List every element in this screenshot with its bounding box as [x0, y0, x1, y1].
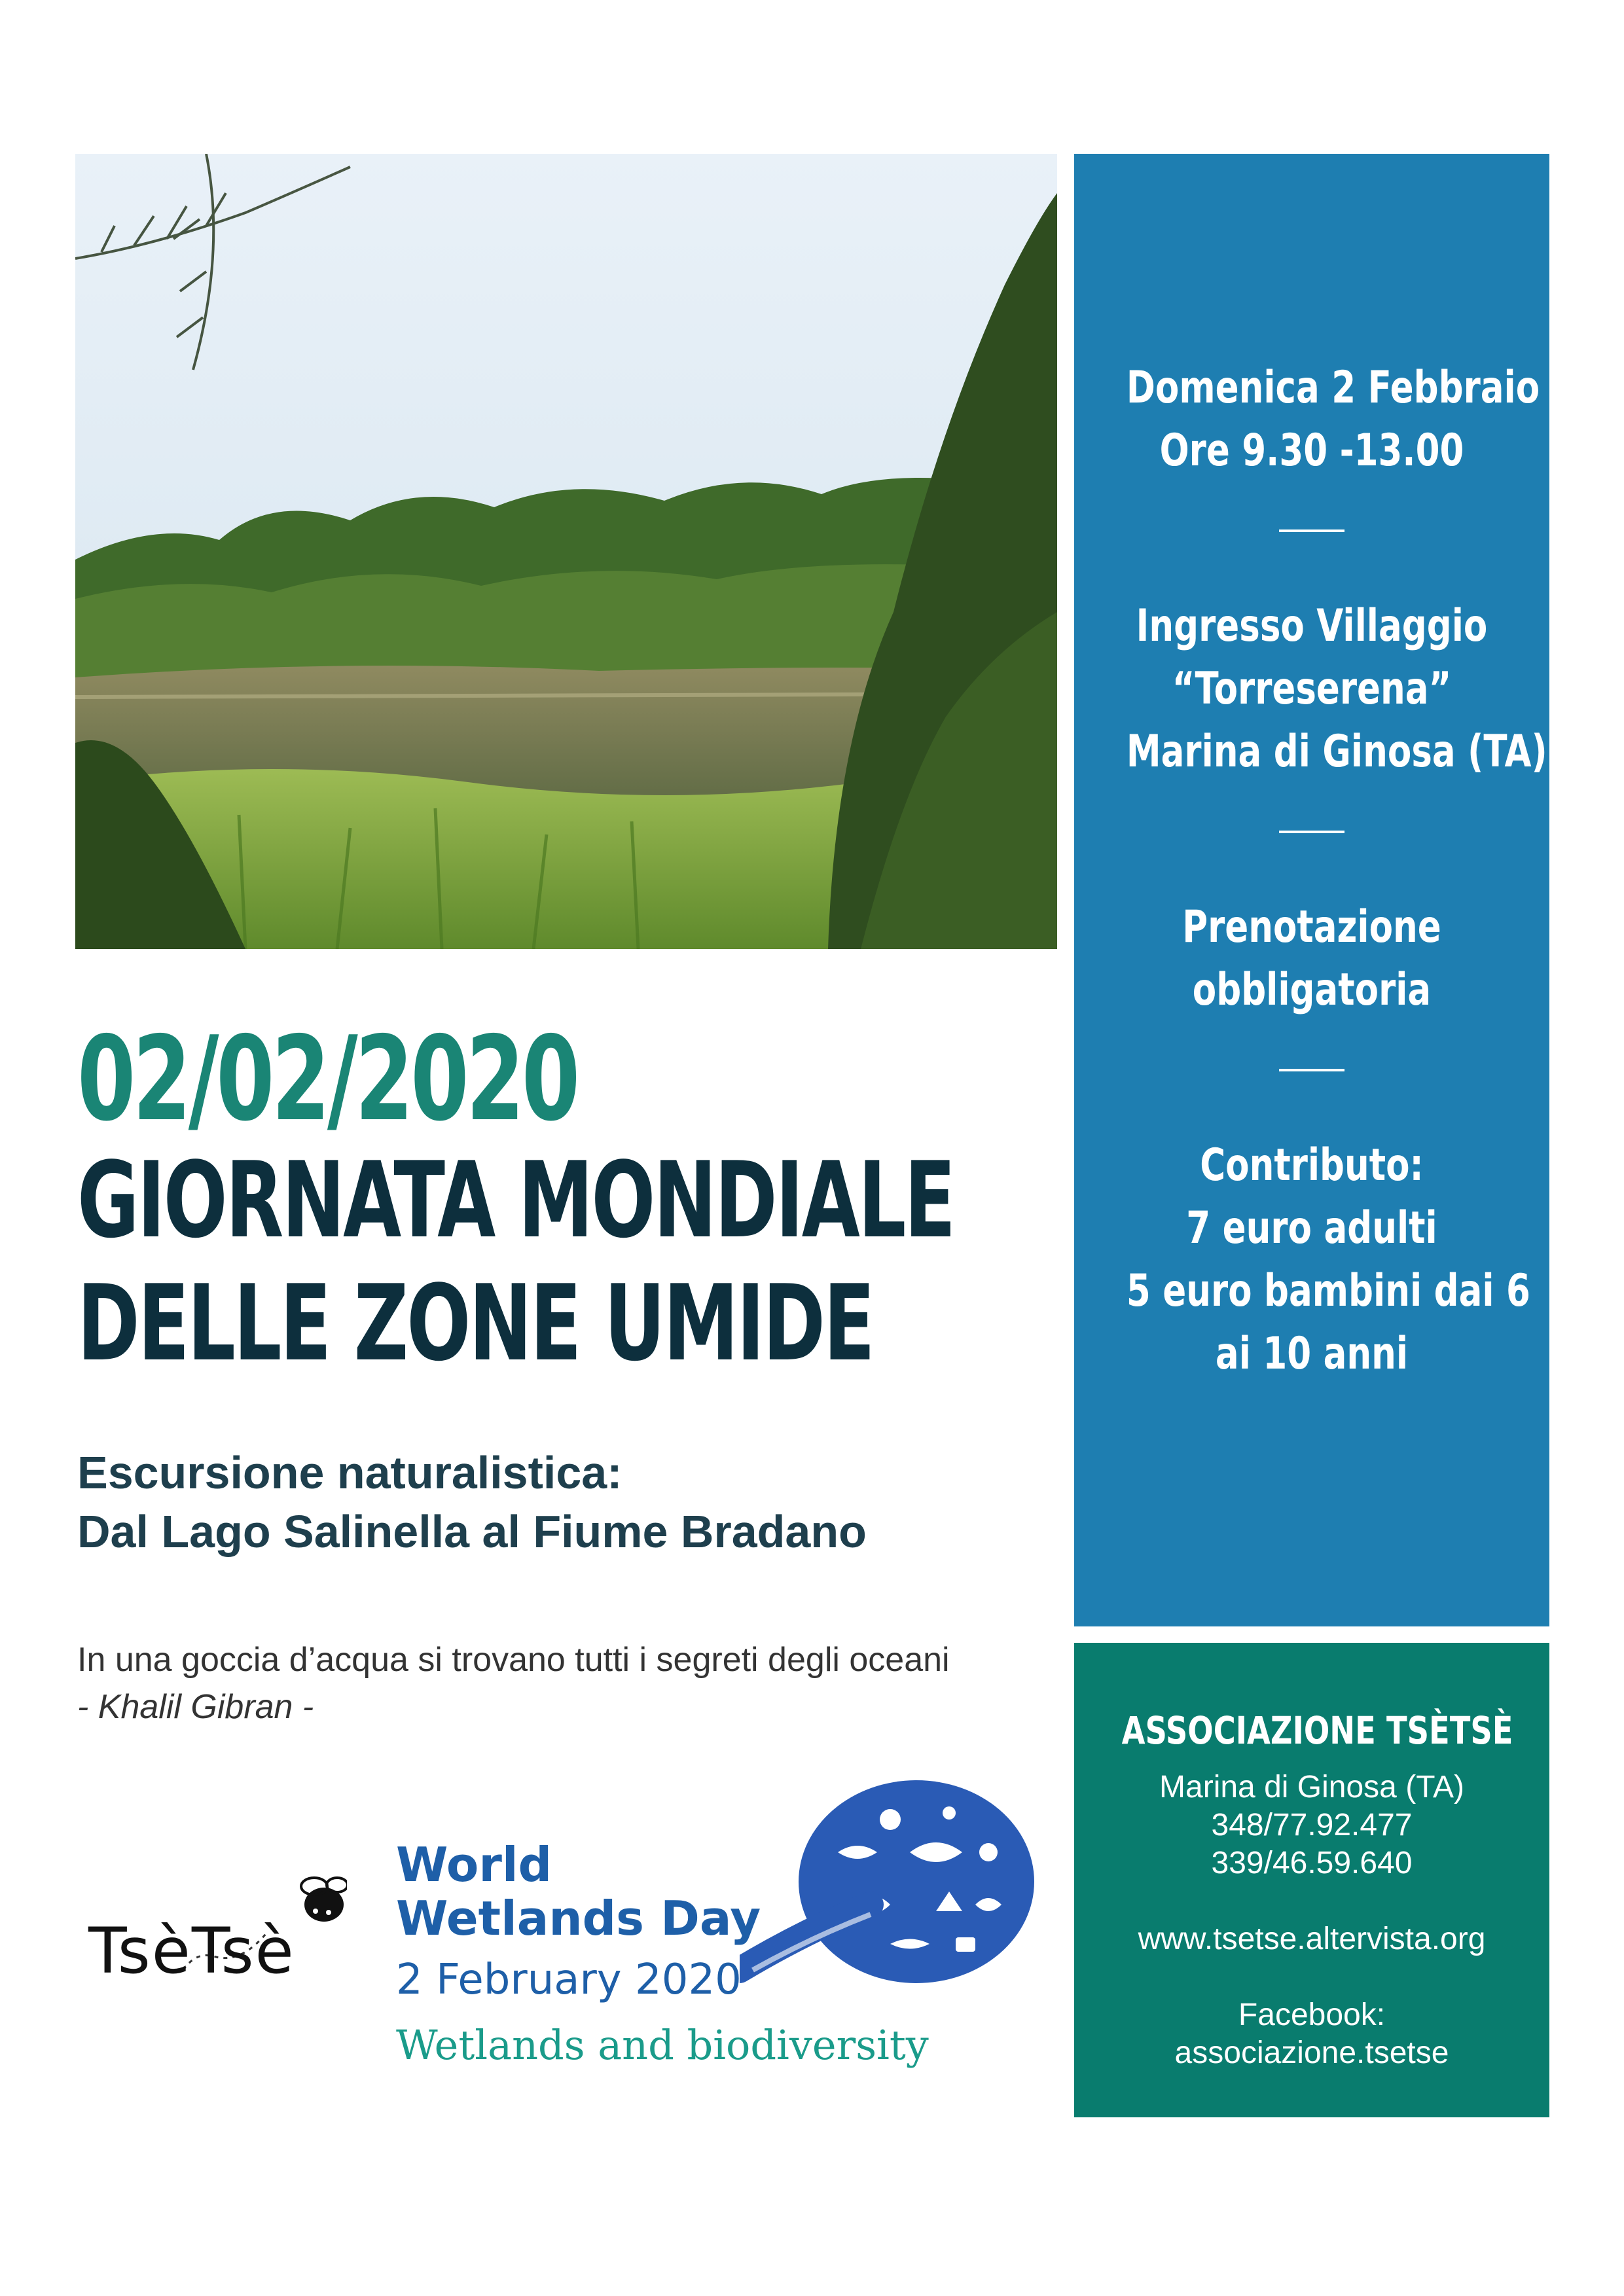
info-where-line-1: Ingresso Villaggio [1136, 600, 1488, 652]
info-cost-line-3: 5 euro bambini dai 6 [1126, 1265, 1530, 1317]
info-cost-line-1: Contributo: [1200, 1139, 1424, 1191]
event-title-line-1: GIORNATA MONDIALE [77, 1139, 954, 1261]
info-where [1126, 595, 1547, 783]
tsetse-logo-text: TsèTsè [88, 1914, 295, 1988]
association-website-link[interactable]: www.tsetse.altervista.org [1138, 1922, 1486, 1956]
lake-landscape-illustration [75, 154, 1057, 949]
info-booking-line-2: obbligatoria [1192, 964, 1432, 1016]
event-info-panel [1074, 154, 1549, 1626]
wwd-title-line-1: World [396, 1837, 552, 1892]
association-phone-2: 339/46.59.640 [1211, 1846, 1413, 1880]
event-title [77, 1139, 954, 1385]
association-phone-1: 348/77.92.477 [1211, 1808, 1413, 1842]
separator [1279, 529, 1344, 532]
info-booking-line-1: Prenotazione [1182, 901, 1441, 953]
info-cost [1126, 1134, 1530, 1386]
association-name: ASSOCIAZIONE TSÈTSÈ [1121, 1708, 1513, 1753]
association-facebook-label: Facebook: [1238, 1998, 1386, 2032]
wwd-logo-date: 2 February 2020 [396, 1956, 742, 2004]
info-cost-line-2: 7 euro adulti [1186, 1202, 1437, 1254]
info-when-time: Ore 9.30 -13.00 [1159, 425, 1464, 476]
event-subtitle [77, 1443, 867, 1561]
hero-photo [75, 154, 1057, 949]
event-title-line-2: DELLE ZONE UMIDE [77, 1262, 873, 1384]
association-location: Marina di Ginosa (TA) [1159, 1770, 1464, 1804]
quote-text: In una goccia d’acqua si trovano tutti i segreti degli oceani [77, 1641, 950, 1679]
quote [77, 1636, 950, 1731]
wwd-logo-theme: Wetlands and biodiversity [396, 2021, 929, 2069]
info-when-day: Domenica 2 Febbraio [1126, 362, 1540, 414]
association-facebook-link[interactable]: associazione.tsetse [1174, 2036, 1449, 2070]
quote-author: - Khalil Gibran - [77, 1688, 314, 1726]
wwd-title-line-2: Wetlands Day [396, 1891, 761, 1946]
event-subtitle-line-2: Dal Lago Salinella al Fiume Bradano [77, 1506, 867, 1557]
separator [1279, 831, 1344, 833]
info-where-line-2: “Torreserena” [1172, 663, 1452, 715]
info-where-line-3: Marina di Ginosa (TA) [1126, 726, 1547, 778]
wwd-logo-title [396, 1838, 761, 1945]
info-cost-line-4: ai 10 anni [1215, 1328, 1409, 1380]
wetlands-biodiversity-emblem-icon [740, 1774, 1041, 1996]
event-date: 02/02/2020 [77, 1011, 577, 1147]
association-panel [1074, 1643, 1549, 2117]
separator [1279, 1069, 1344, 1071]
info-booking [1127, 896, 1497, 1022]
event-subtitle-line-1: Escursione naturalistica: [77, 1447, 623, 1498]
info-when [1126, 357, 1540, 482]
